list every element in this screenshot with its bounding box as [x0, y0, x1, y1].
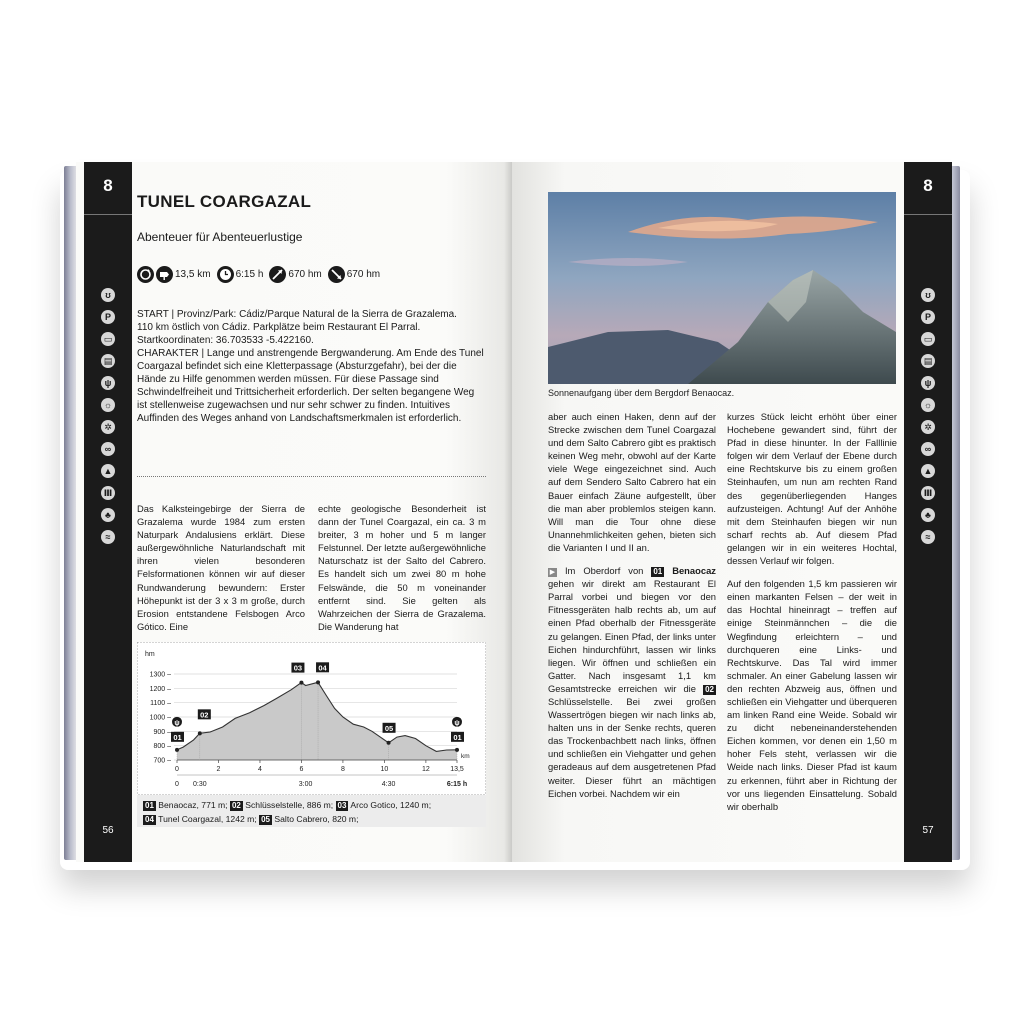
- x-tick-label: 10: [380, 766, 389, 773]
- snow-icon: ✲: [921, 420, 935, 434]
- distance-icon: [156, 266, 173, 283]
- train-icon: ▤: [921, 354, 935, 368]
- swim-icon: ≈: [101, 530, 115, 544]
- dotted-divider: [137, 476, 486, 477]
- clock-icon: [217, 266, 234, 283]
- restaurant-icon: ψ: [921, 376, 935, 390]
- waypoint-label: 03: [293, 663, 303, 673]
- y-tick-label: 1300 –: [149, 671, 171, 679]
- waypoint-dot: [175, 748, 179, 752]
- y-unit-label: hm: [145, 651, 155, 658]
- x-tick-label: 0: [175, 766, 179, 773]
- elevation-chart: [137, 642, 486, 795]
- y-tick-label: 1100 –: [150, 700, 171, 708]
- x-unit-label: km: [461, 753, 470, 760]
- y-tick-label: 800 –: [153, 743, 171, 751]
- waypoint-label: 05: [384, 723, 394, 733]
- museum-icon: Ⅲ: [921, 486, 935, 500]
- left-sidebar: [84, 162, 132, 862]
- waypoint-badge: 03: [337, 801, 347, 810]
- y-tick-label: 900 –: [153, 728, 171, 736]
- train-icon: ▤: [101, 354, 115, 368]
- waypoint-badge: 01: [653, 567, 663, 577]
- waypoint-dot: [316, 680, 320, 684]
- right-sidebar: [904, 162, 952, 862]
- left-page: [76, 162, 512, 862]
- photo-caption: Sonnenaufgang über dem Bergdorf Benaocaz.: [548, 388, 735, 398]
- x-tick-label: 4: [258, 766, 262, 773]
- swim-icon: ≈: [921, 530, 935, 544]
- time-tick-label: 0:30: [193, 781, 207, 788]
- restaurant-icon: ψ: [101, 376, 115, 390]
- sidebar-icons: [904, 288, 952, 552]
- tour-title: TUNEL COARGAZAL: [137, 192, 312, 211]
- intro-column-2: echte geologische Besonderheit ist dann der Tunel Coargazal, ein ca. 3 m breiter, 3 m hoher und 5 m langer Felstunnel. Der letzte außergewöhnliche Naturschatz ist der Salto del Cabrero. Es handelt sich um zwei 80 m hohe Felswände, die 50 m voneinander entfernt sind. Sie gelten als Wahrzeichen der Sierra de Grazalema. Die Wanderung hat: [318, 503, 486, 632]
- waypoint-badge: 05: [261, 815, 271, 824]
- x-tick-label: 2: [216, 766, 221, 773]
- waypoint-badge: 04: [145, 815, 154, 824]
- waypoint-legend: [137, 795, 486, 827]
- legend-line-1: [143, 798, 480, 812]
- camping-icon: ▲: [101, 464, 115, 478]
- descent-value: 670 hm: [346, 269, 381, 280]
- y-tick-label: 1200 –: [149, 685, 171, 693]
- x-tick-label: 13,5: [450, 766, 464, 773]
- restaurant-glyph: ψ: [174, 719, 180, 727]
- tour-stats: [137, 266, 386, 283]
- right-page: [512, 162, 952, 862]
- page-number-right: 57: [922, 825, 934, 836]
- waypoint-label: 01: [173, 732, 182, 742]
- tour-subtitle: Abenteuer für Abenteuerlustige: [137, 230, 303, 244]
- start-line: START | Provinz/Park: Cádiz/Parque Natural de la Sierra de Grazalema.: [137, 309, 457, 320]
- time-value: 6:15 h: [235, 269, 264, 280]
- time-tick-label: 0: [175, 781, 179, 788]
- start-line: Startkoordinaten: 36.703533 -5.422160.: [137, 335, 314, 346]
- text: Im Oberdorf von: [564, 565, 644, 577]
- loop-icon: [137, 266, 154, 283]
- sun-icon: ☼: [101, 398, 115, 412]
- legend-text: Schlüsselstelle, 886 m;: [245, 800, 334, 810]
- paragraph: kurzes Stück leicht erhöht über einer Hochebene gewandert sind, führt der Pfad in diese hinunter. In der Falllinie folgen wir dem Verlauf der Ebene durch eine Rechtskurve bis zu einem großen Steinhaufen, um nun am rechten Rand des gegenüberliegenden Hanges aufzusteigen. Achtung! Auf der Anhöhe mit dem Steinhaufen biegen wir nun scharf rechts ab. Auf diesem Pfad gelangen wir in ein weiteres Hochtal, dessen Verlauf wir folgen.: [727, 411, 897, 567]
- legend-text: Benaocaz, 771 m;: [158, 800, 228, 810]
- ascent-value: 670 hm: [288, 269, 322, 280]
- descent-icon: [328, 266, 345, 283]
- parking-icon: P: [921, 310, 935, 324]
- camping-icon: ▲: [921, 464, 935, 478]
- waypoint-label: 04: [318, 663, 327, 673]
- x-tick-label: 12: [421, 766, 430, 773]
- tree-icon: ♣: [921, 508, 935, 522]
- waypoint-badge: 01: [145, 801, 154, 810]
- bike-icon: ∞: [921, 442, 935, 456]
- paragraph: [548, 564, 716, 800]
- time-tick-label: 4:30: [381, 781, 396, 788]
- character-line: CHARAKTER | Lange und anstrengende Bergwanderung. Am Ende des Tunel Coargazal befindet sich eine Kletterpassage (Absturzgefahr), bei der die Hände zu Hilfe genommen werden müssen. Für diese Passage sind Schwindelfreiheit und Trittsicherheit erforderlich. Der selten begangene Weg ist stellenweise zugewachsen und nur sehr schwer zu finden. Intuitives Auffinden des Weges anhand von Landschaftsmerkmalen ist erforderlich.: [137, 348, 484, 424]
- text: gehen wir direkt am Restaurant El Parral vorbei und biegen vor den Fitnessgeräten halb rechts ab, um auf einen Pfad oberhalb der Fitnessgeräte zu gelangen. Einen Pfad, der links unter Eichen hindurchführt, lassen wir links liegen. Wir öffnen und schließen ein Gatter. Nach insgesamt 1,1 km Gesamtstrecke erreichen wir die: [548, 578, 716, 694]
- page-number-left: 56: [102, 825, 114, 836]
- y-tick-label: 1000 –: [149, 714, 171, 722]
- snow-icon: ✲: [101, 420, 115, 434]
- start-info: [137, 308, 486, 425]
- play-icon: ▶: [549, 569, 556, 577]
- route-column-1: [548, 410, 716, 800]
- bear-icon: ʊ: [921, 288, 935, 302]
- intro-column-1: Das Kalksteingebirge der Sierra de Grazalema wurde 1984 zum ersten Naturpark Andalusiens erklärt. Diese außergewöhnliche Naturlandschaft mit ihren vielen besonderen Felsformationen können wir auf dieser Rundwanderung bewundern: Erster Höhepunkt ist der 3 x 3 m große, durch Erosion entstandene Felsbogen Arco Gótico. Eine: [137, 503, 305, 632]
- tour-number: 8: [923, 176, 933, 195]
- waypoint-badge: 02: [231, 801, 241, 810]
- paragraph: aber auch einen Haken, denn auf der Strecke zwischen dem Tunel Coargazal und dem Salto Cabrero gibt es praktisch keinen Weg mehr, obwohl auf der Karte viele Wege eingezeichnet sind. Auch auf dem Sendero Salto Cabrero hat ein Bauer einfach Zäune aufgestellt, über die man aber problemlos steigen kann. Will man die Tour ohne diese Unannehmlichkeiten gehen, bieten sich die Varianten I und II an.: [548, 411, 716, 553]
- legend-text: Arco Gotico, 1240 m;: [350, 800, 432, 810]
- parking-icon: P: [101, 310, 115, 324]
- sunrise-photo: [548, 192, 896, 384]
- elevation-profile: [137, 642, 486, 822]
- legend-line-2: [143, 812, 480, 826]
- tree-icon: ♣: [101, 508, 115, 522]
- route-column-2: [727, 410, 897, 813]
- time-tick-label: 3:00: [298, 781, 313, 788]
- ascent-icon: [269, 266, 286, 283]
- legend-text: Tunel Coargazal, 1242 m;: [158, 814, 257, 824]
- waypoint-dot: [455, 748, 459, 752]
- waypoint-dot: [299, 681, 303, 685]
- waypoint-dot: [387, 741, 391, 745]
- x-tick-label: 6: [299, 766, 304, 773]
- legend-text: Salto Cabrero, 820 m;: [274, 814, 359, 824]
- paragraph: Auf den folgenden 1,5 km passieren wir einen markanten Felsen – der weit in das Hochtal hineinragt – treffen auf einige Steinmännchen – die die Wegfindung erleichtern – und durchqueren eine Links- und Rechtskurve. Das Tal wird immer schmaler. An einer Gabelung lassen wir den rechten Abzweig aus, öffnen und schließen ein Viehgatter und überqueren am linken Rand eine Weide. Sobald wir zu dicht nebeneinanderstehenden Eichen kommen, vor denen ein 1,50 m hoher Fels steht, verlassen wir die Weide nach links. Dieser Pfad ist kaum zu erkennen, führt aber in Richtung der vor uns liegenden Einsattelung. Sobald wir oberhalb: [727, 578, 897, 812]
- sidebar-divider: [84, 214, 132, 215]
- text: Schlüsselstelle. Bei zwei großen Wassertrögen biegen wir nach links ab, halten uns in der Senke rechts, queren das Trockenbachbett nach links, öffnen und schließen ein Viehgatter und gehen geradeaus auf dem ausgetretenen Pfad weiter. Dieser führt an mächtigen Eichen vorbei. Nachdem wir ein: [548, 695, 716, 799]
- waypoint-badge: 02: [705, 684, 714, 694]
- tour-number: 8: [103, 176, 113, 195]
- waypoint-dot: [198, 731, 202, 735]
- bus-icon: ▭: [101, 332, 115, 346]
- waypoint-label: 01: [453, 732, 462, 742]
- start-line: 110 km östlich von Cádiz. Parkplätze beim Restaurant El Parral.: [137, 322, 421, 333]
- museum-icon: Ⅲ: [101, 486, 115, 500]
- restaurant-glyph: ψ: [454, 719, 460, 727]
- bear-icon: ʊ: [101, 288, 115, 302]
- waypoint-label: 02: [200, 710, 209, 720]
- y-tick-label: 700 –: [153, 757, 171, 765]
- sidebar-divider: [904, 214, 952, 215]
- bike-icon: ∞: [101, 442, 115, 456]
- place-name: Benaocaz: [672, 565, 716, 577]
- bus-icon: ▭: [921, 332, 935, 346]
- time-tick-label: 6:15 h: [446, 781, 468, 788]
- sun-icon: ☼: [921, 398, 935, 412]
- sidebar-icons: [84, 288, 132, 552]
- x-tick-label: 8: [340, 766, 345, 773]
- distance-value: 13,5 km: [175, 269, 211, 280]
